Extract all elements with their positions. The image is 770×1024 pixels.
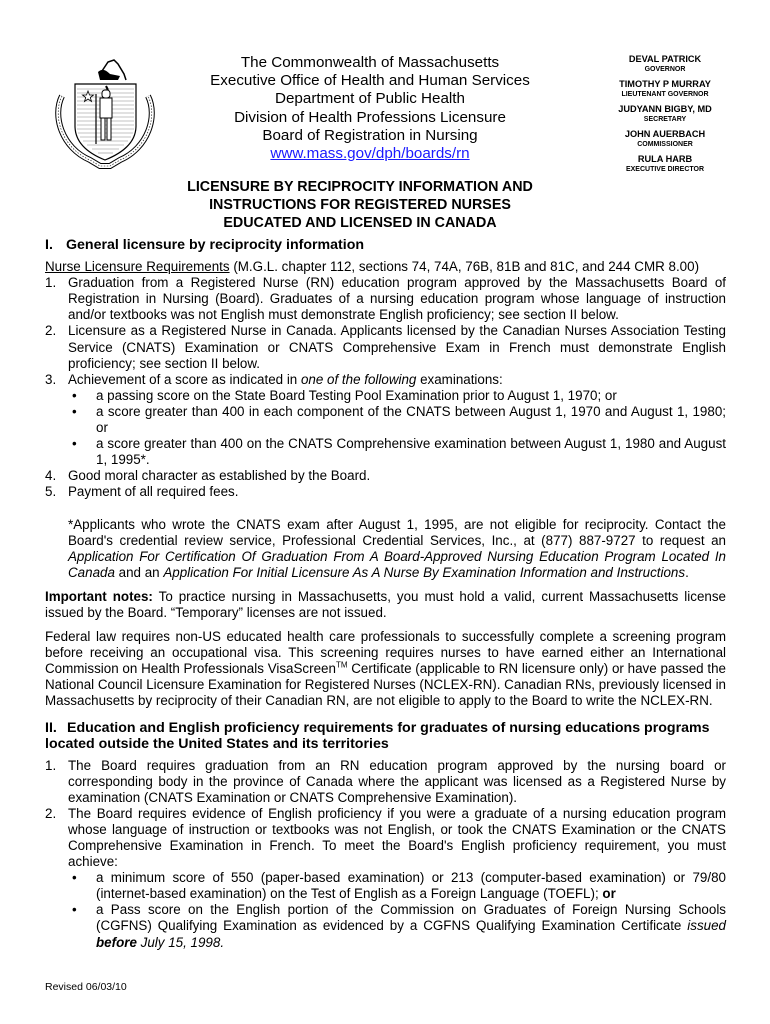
requirements-list: [45, 275, 726, 500]
official-name: JUDYANN BIGBY, MD: [618, 104, 712, 114]
official-title: GOVERNOR: [644, 66, 686, 73]
federal-law-paragraph: [45, 629, 726, 709]
item-text-part: Achievement of a score as indicated in: [68, 371, 301, 387]
list-item: [45, 806, 726, 951]
list-item: [45, 484, 726, 500]
bullet-icon: •: [72, 870, 77, 886]
bullet-text: a score greater than 400 on the CNATS Comprehensive examination between August 1, 1980 and August 1, 1995*.: [96, 436, 726, 468]
official-lieutenant-governor: [590, 79, 740, 99]
official-name: DEVAL PATRICK: [628, 54, 702, 64]
important-notes-label: Important notes:: [45, 588, 153, 604]
item-text: Graduation from a Registered Nurse (RN) education program approved by the Massachusetts Board of Registration in Nursing (Board). Graduates of a nursing education program whose language of instruction and/or textbooks was not English must demonstrate English proficiency; see section II below.: [68, 275, 726, 323]
cgfns-requirement: a Pass score on the English portion of the Commission on Graduates of Foreign Nursing Schools (CGFNS) Qualifying Examination as evidenced by a CGFNS Qualifying Examination Certificate: [96, 902, 726, 934]
list-item: [45, 468, 726, 484]
item-text-part: The Board requires evidence of English proficiency if you were a graduate of a nursing education program whose language of instruction or textbooks was not English, or took the CNATS Examination or the CNATS Comprehensive Examination in French. To meet the Board's English proficiency requirement, you must achieve:: [68, 805, 726, 870]
emphasis-text: July 15, 1998.: [136, 934, 225, 950]
section-number: II.: [45, 719, 57, 736]
official-title: EXECUTIVE DIRECTOR: [625, 166, 705, 173]
list-item: [45, 758, 726, 806]
bullet-item: [68, 436, 726, 468]
paragraph-text: Federal law requires non-US educated health care professionals to successfully complete a screening program before receiving an occupational visa. This screening requires nurses to have earned either an International Commission on Health Professionals VisaScreen: [45, 629, 726, 677]
official-secretary: [590, 104, 740, 124]
footnote-text: .: [685, 564, 689, 580]
document-body: [45, 237, 726, 951]
item-number: 5.: [45, 484, 57, 500]
paragraph-text: Certificate (applicable to RN licensure only) or have passed the National Council Licensure Examination for Registered Nurses (NCLEX-RN). Canadian RNs, previously licensed in Massachusetts by reciprocity of their Canadian RN, are not eligible to apply to the Board to write the NCLEX-RN.: [45, 661, 727, 709]
bullet-icon: •: [72, 403, 77, 419]
official-name: RULA HARB: [637, 154, 693, 164]
item-text: Payment of all required fees.: [68, 484, 239, 500]
list-item: [45, 275, 726, 323]
or-connector: or: [602, 886, 616, 902]
item-number: 4.: [45, 468, 57, 484]
list-item: [45, 323, 726, 371]
item-text-part: examinations:: [416, 371, 503, 387]
list-item: [45, 372, 726, 469]
item-text: [68, 806, 726, 951]
official-title: LIEUTENANT GOVERNOR: [621, 91, 709, 98]
section-title: General licensure by reciprocity information: [66, 237, 365, 253]
agency-line-eohhs: Executive Office of Health and Human Services: [210, 72, 530, 90]
official-governor: [590, 54, 740, 74]
application-title: Application For Initial Licensure As A Nurse By Examination Information and Instructions: [163, 564, 686, 580]
item-text-emphasis: one of the following: [300, 371, 417, 387]
item-number: 2.: [45, 805, 57, 821]
important-notes: [45, 589, 726, 621]
bullet-icon: •: [72, 902, 77, 918]
title-line: INSTRUCTIONS FOR REGISTERED NURSES: [209, 197, 511, 213]
item-number: 2.: [45, 323, 57, 339]
education-requirements-list: [45, 758, 726, 951]
bullet-text: [96, 902, 726, 950]
item-text: The Board requires graduation from an RN education program approved by the nursing board or corresponding body in the province of Canada where the applicant was licensed as a Registered Nurse by examination (CNATS Examination or CNATS Comprehensive Examination).: [68, 757, 726, 805]
footnote-text: *Applicants who wrote the CNATS exam after August 1, 1995, are not eligible for reciprocity. Contact the Board's credential review service, Professional Credential Services, Inc., at (877) 887-9727 to request an: [68, 516, 726, 548]
exam-options-list: [68, 388, 726, 468]
massachusetts-seal-icon: [40, 56, 170, 174]
item-text: Licensure as a Registered Nurse in Canada. Applicants licensed by the Canadian Nurses Association Testing Service (CNATS) Examination or CNATS Comprehensive Exam in French must demonstrate English proficiency; see section II below.: [68, 323, 726, 371]
agency-line-dhpl: Division of Health Professions Licensure: [234, 108, 506, 126]
application-title: Application For Certification Of Graduation From A Board-Approved Nursing Education Program Located In Canada: [68, 548, 726, 580]
emphasis-text: issued: [687, 918, 726, 934]
official-title: SECRETARY: [643, 116, 687, 123]
agency-line-board: Board of Registration in Nursing: [262, 126, 478, 144]
trademark-mark: TM: [335, 660, 348, 670]
title-line: EDUCATED AND LICENSED IN CANADA: [223, 215, 497, 231]
footnote-text: and an: [114, 564, 164, 580]
section-title: Education and English proficiency requirements for graduates of nursing educations programs located outside the United States and its territories: [45, 719, 710, 753]
document-title: [150, 178, 570, 232]
item-number: 1.: [45, 757, 57, 773]
bullet-item: [68, 902, 726, 950]
emphasis-strong-text: before: [96, 934, 137, 950]
officials-list: [590, 54, 740, 179]
official-name: TIMOTHY P MURRAY: [619, 79, 711, 89]
toefl-requirement: a minimum score of 550 (paper-based examination) or 213 (computer-based examination) or 79/80 (internet-based examination) on the Test of English as a Foreign Language (TOEFL);: [96, 870, 726, 902]
bullet-icon: •: [72, 387, 77, 403]
official-name: JOHN AUERBACH: [624, 129, 706, 139]
official-title: COMMISSIONER: [637, 141, 693, 148]
official-executive-director: [590, 154, 740, 174]
requirements-heading: [45, 259, 726, 275]
requirements-label: Nurse Licensure Requirements: [45, 259, 230, 275]
board-website-link[interactable]: www.mass.gov/dph/boards/rn: [270, 145, 470, 163]
bullet-text: [96, 870, 726, 902]
bullet-item: [68, 388, 726, 404]
english-proficiency-options: [68, 870, 726, 950]
agency-line-commonwealth: The Commonwealth of Massachusetts: [240, 54, 500, 71]
section-1-heading: [45, 237, 726, 253]
agency-header: [190, 54, 550, 163]
official-commissioner: [590, 129, 740, 149]
item-text: Good moral character as established by the Board.: [68, 468, 371, 484]
bullet-text: a score greater than 400 in each component of the CNATS between August 1, 1970 and August 1, 1980; or: [96, 403, 726, 436]
agency-line-dph: Department of Public Health: [275, 90, 465, 108]
item-number: 3.: [45, 371, 57, 387]
bullet-icon: •: [72, 436, 77, 452]
item-number: 1.: [45, 275, 57, 291]
bullet-item: [68, 404, 726, 436]
revision-date: Revised 06/03/10: [45, 981, 127, 993]
requirements-reference: (M.G.L. chapter 112, sections 74, 74A, 76B, 81B and 81C, and 244 CMR 8.00): [229, 259, 700, 275]
section-number: I.: [45, 237, 53, 253]
important-notes-text: To practice nursing in Massachusetts, you must hold a valid, current Massachusetts license issued by the Board. “Temporary” licenses are not issued.: [45, 588, 726, 620]
section-2-heading: [45, 720, 726, 753]
bullet-text: a passing score on the State Board Testing Pool Examination prior to August 1, 1970; or: [96, 387, 617, 403]
item-text: [68, 372, 726, 469]
title-line: LICENSURE BY RECIPROCITY INFORMATION AND: [187, 179, 533, 195]
bullet-item: [68, 870, 726, 902]
cnats-footnote: [45, 517, 726, 581]
